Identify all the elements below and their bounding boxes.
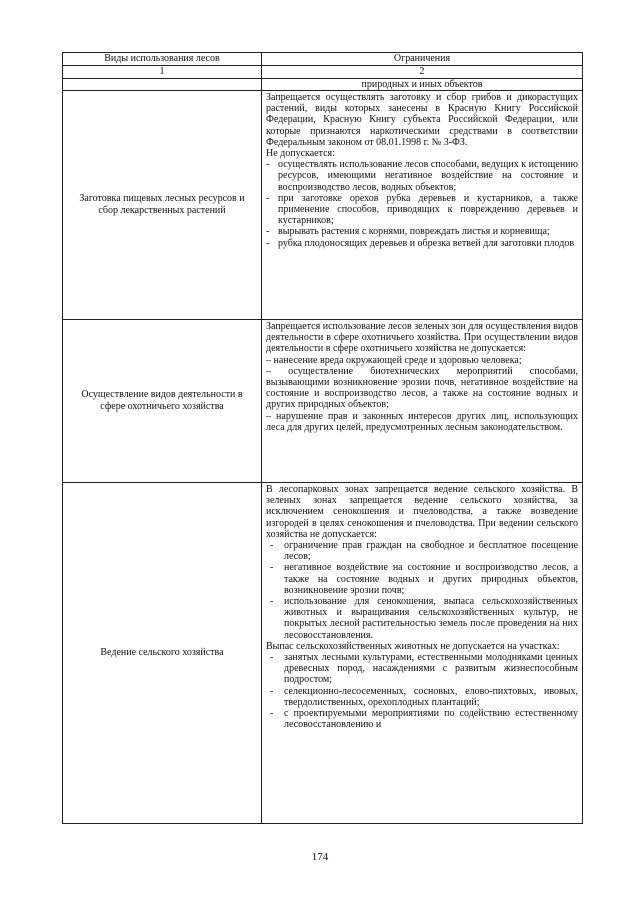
list-item: - негативное воздействие на состояние и воспроизводство лесов, а также на состояние водных и других природных объектов, возникновение эрозии почв; <box>270 562 578 596</box>
table-header-row <box>63 53 583 66</box>
restriction-intro: Запрещается осуществлять заготовку и сбор грибов и дикорастущих растений, виды которых занесены в Красную Книгу Российской Федерации, Красную Книгу субъекта Российской Федерации, или которые признаются наркотическими средствами в соответствии Федеральным законом от 08.01.1998 г. № 3-ФЗ. <box>266 92 578 148</box>
list-item: - вырывать растения с корнями, повреждать листья и корневища; <box>266 226 550 238</box>
table-number-row <box>63 66 583 79</box>
restriction-intro: В лесопарковых зонах запрещается ведение сельского хозяйства. В зеленых зонах запрещается ведение сельского хозяйства, за исключением сенокошения и пчеловодства, а также возведение изгородей в целях сенокошения и пчеловодства. При ведении сельского хозяйства не допускается: <box>266 484 578 540</box>
table-row <box>63 320 583 483</box>
table-row <box>63 91 583 320</box>
restriction-intro-2: Выпас сельскохозяйственных животных не допускается на участках: <box>266 640 560 652</box>
number-col2: 2 <box>262 66 583 79</box>
list-item: - рубка плодоносящих деревьев и обрезка ветвей для заготовки плодов <box>266 237 575 249</box>
list-item: – нанесение вреда окружающей среде и здоровью человека; <box>266 354 522 366</box>
continuation-text: природных и иных объектов <box>262 79 583 91</box>
list-item: - занятых лесными культурами, естественными молодняками ценных древесных пород, насаждениями с развитым жизнеспособным подростом; <box>270 652 578 686</box>
list-item: - селекционно-лесосеменных, сосновых, елово-пихтовых, ивовых, твердолиственных, орехоплодных плантаций; <box>270 685 578 708</box>
list-item: - осуществлять использование лесов способами, ведущих к истощению ресурсов, имеющими негативное воздействие на состояние и воспроизводство лесов, водных объектов; <box>266 159 578 193</box>
number-col1: 1 <box>63 66 262 79</box>
restrictions-cell <box>262 320 583 483</box>
header-col2: Ограничения <box>262 53 583 66</box>
restriction-list-2 <box>266 652 578 730</box>
page-number: 174 <box>311 851 329 863</box>
list-item: - при заготовке орехов рубка деревьев и кустарников, а также применение способов, приводящих к повреждению деревьев и кустарников; <box>266 192 578 227</box>
list-item: - ограничение прав граждан на свободное и бесплатное посещение лесов; <box>270 540 578 563</box>
table-row <box>63 483 583 824</box>
use-kind-cell: Заготовка пищевых лесных ресурсов и сбор лекарственных растений <box>63 91 262 320</box>
restriction-list <box>266 159 578 249</box>
restrictions-cell <box>262 483 583 824</box>
list-item: – осуществление биотехнических мероприятий способами, вызывающими возникновение эрозии почв, негативное воздействие на состояние и воспроизводство лесов, а также на состояние водных и других природных объектов; <box>266 365 578 411</box>
use-kind-cell: Осуществление видов деятельности в сфере охотничьего хозяйства <box>63 320 262 483</box>
list-item: – нарушение прав и законных интересов других лиц, использующих леса для других целей, предусмотренных лесным законодательством. <box>266 410 578 433</box>
header-col1: Виды использования лесов <box>63 53 262 66</box>
restriction-intro: Запрещается использование лесов зеленых зон для осуществления видов деятельности в сфере охотничьего хозяйства. При осуществлении видов деятельности в сфере охотничьего хозяйства не допускается: <box>266 321 578 355</box>
list-item: - использование для сенокошения, выпаса сельскохозяйственных животных и выращивания сельскохозяйственных культур, не покрытых лесной растительностью земель после проведения на них лесовосстановления. <box>270 596 578 641</box>
use-kind-cell: Ведение сельского хозяйства <box>63 483 262 824</box>
continuation-row <box>63 79 583 91</box>
restriction-subhead: Не допускается: <box>266 148 335 160</box>
list-item: - с проектируемыми мероприятиями по содействию естественному лесовосстановлению и <box>270 708 578 731</box>
restrictions-cell <box>262 91 583 320</box>
restrictions-table <box>62 52 583 824</box>
restriction-list <box>266 540 578 641</box>
